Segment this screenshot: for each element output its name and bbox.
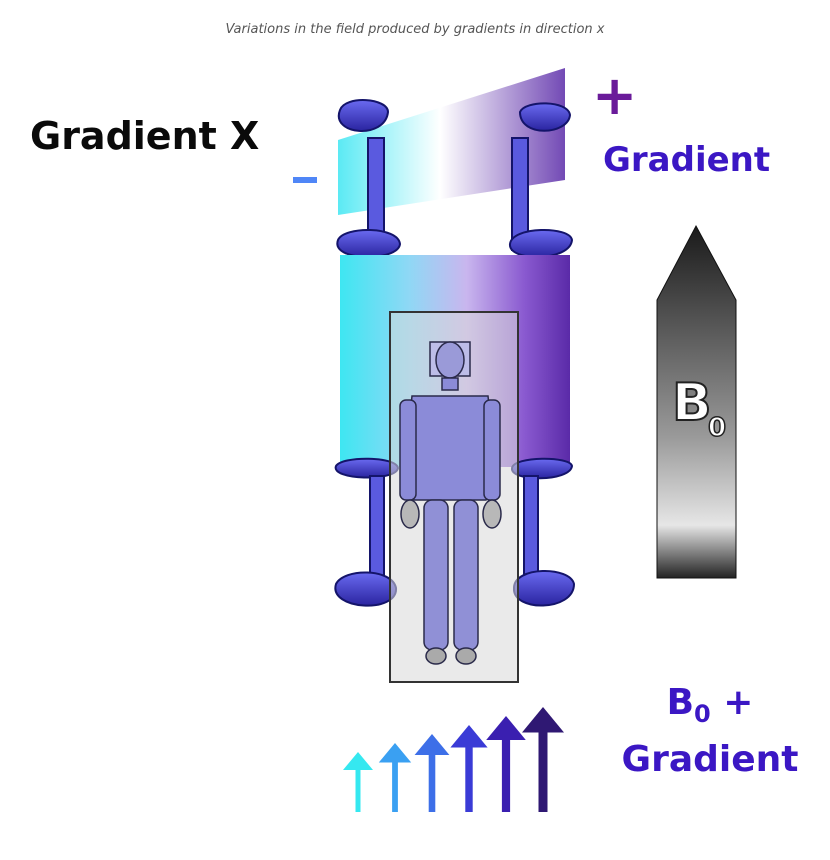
b0-letter: B <box>672 373 712 433</box>
b0g-plus: + <box>723 682 754 723</box>
b0g-subscript: 0 <box>694 700 711 729</box>
field-arrow-head-5 <box>486 716 526 740</box>
b0-subscript: 0 <box>708 413 727 443</box>
field-arrow-head-4 <box>450 725 487 748</box>
field-arrow-head-6 <box>522 707 564 733</box>
field-arrow-head-1 <box>343 752 373 770</box>
gradient-x-title: Gradient X <box>30 114 260 158</box>
plus-sign: + <box>592 64 638 127</box>
b0g-letter: B <box>666 682 695 723</box>
figure-caption: Variations in the field produced by gradients in direction x <box>225 22 605 37</box>
field-arrow-head-3 <box>415 734 450 755</box>
field-arrow-head-2 <box>379 743 411 763</box>
b0g-word: Gradient <box>621 739 799 781</box>
gradient-label: Gradient <box>603 140 771 180</box>
field-strength-arrows <box>343 707 564 812</box>
